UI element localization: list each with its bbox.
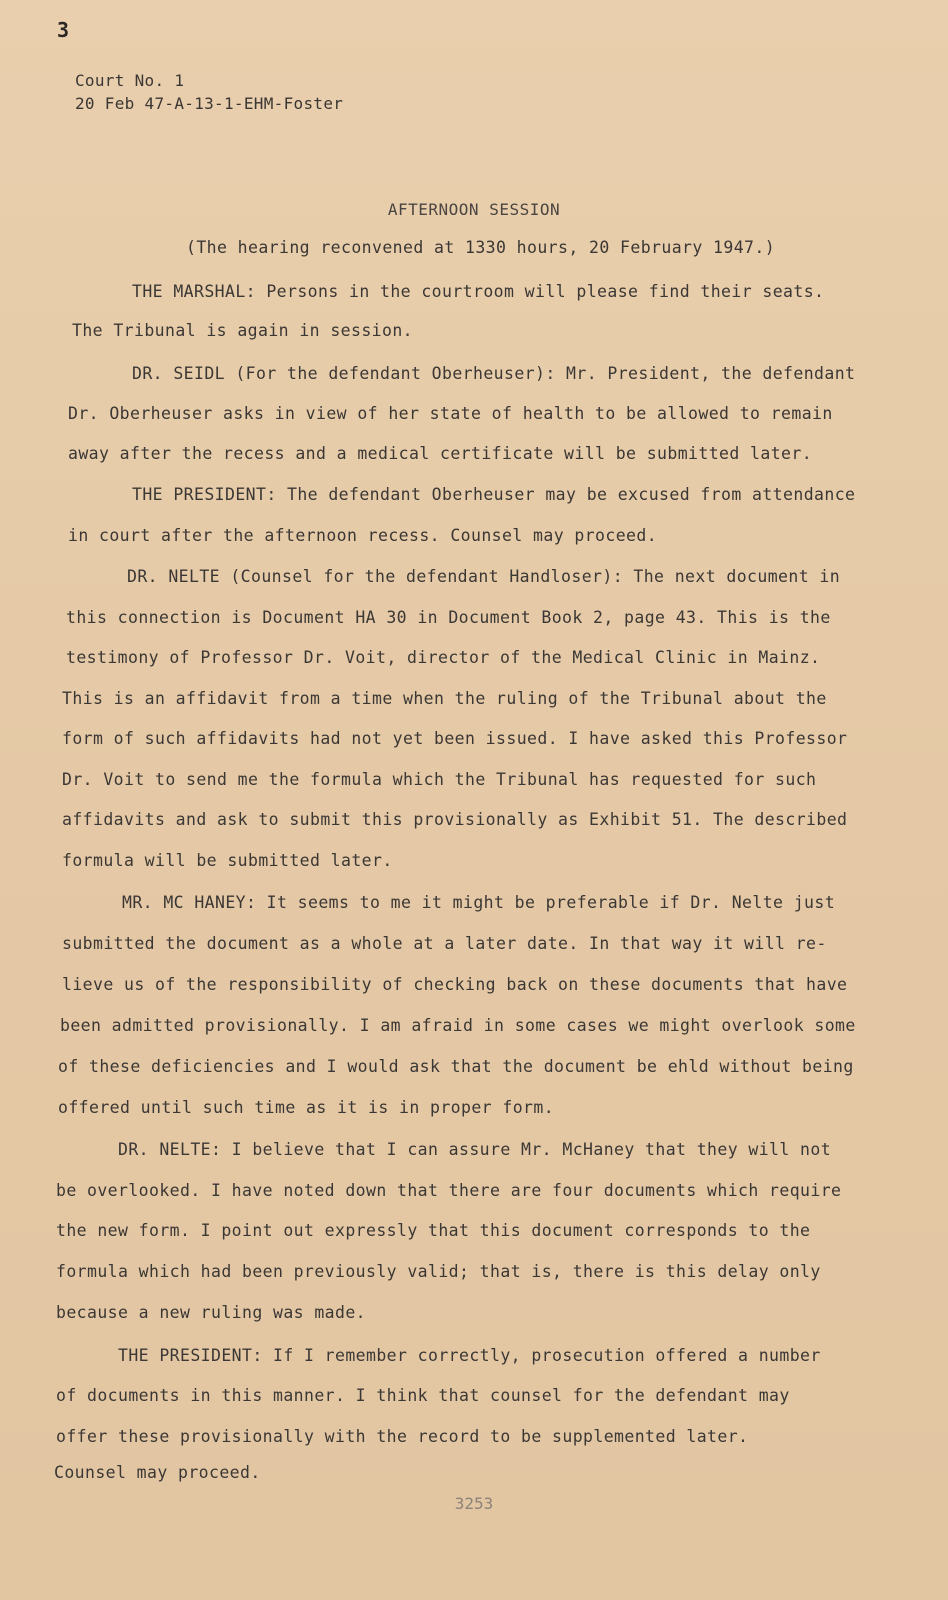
body-line: This is an affidavit from a time when the ruling of the Tribunal about the (62, 689, 827, 708)
body-line: Dr. Voit to send me the formula which the Tribunal has requested for such (62, 770, 817, 789)
body-line: The Tribunal is again in session. (72, 321, 414, 340)
body-line: MR. MC HANEY: It seems to me it might be preferable if Dr. Nelte just (122, 893, 836, 912)
page-number: 3253 (454, 1494, 494, 1513)
body-line: the new form. I point out expressly that this document corresponds to the (56, 1221, 811, 1240)
body-line: THE PRESIDENT: If I remember correctly, prosecution offered a number (118, 1346, 821, 1365)
body-line: form of such affidavits had not yet been issued. I have asked this Professor (62, 729, 848, 748)
body-line: formula will be submitted later. (62, 851, 393, 870)
body-line: away after the recess and a medical certificate will be submitted later. (68, 444, 813, 463)
body-line: lieve us of the responsibility of checking back on these documents that have (62, 975, 848, 994)
body-line: affidavits and ask to submit this provisionally as Exhibit 51. The described (62, 810, 848, 829)
session-title: AFTERNOON SESSION (387, 200, 561, 219)
body-line: formula which had been previously valid; that is, there is this delay only (56, 1262, 821, 1281)
body-line: THE MARSHAL: Persons in the courtroom will please find their seats. (132, 282, 825, 301)
body-line: offered until such time as it is in proper form. (58, 1098, 555, 1117)
body-line: Dr. Oberheuser asks in view of her state of health to be allowed to remain (68, 404, 833, 423)
body-line: submitted the document as a whole at a later date. In that way it will re- (62, 934, 827, 953)
body-line: testimony of Professor Dr. Voit, director of the Medical Clinic in Mainz. (66, 648, 821, 667)
body-line: DR. NELTE (Counsel for the defendant Handloser): The next document in (127, 567, 841, 586)
body-line: DR. NELTE: I believe that I can assure Mr. McHaney that they will not (118, 1140, 832, 1159)
body-line: of documents in this manner. I think that counsel for the defendant may (56, 1386, 790, 1405)
body-line: because a new ruling was made. (56, 1303, 367, 1322)
header-court: Court No. 1 (75, 71, 185, 90)
corner-mark: 3 (57, 18, 70, 42)
body-line: be overlooked. I have noted down that there are four documents which require (56, 1181, 842, 1200)
body-line: offer these provisionally with the record to be supplemented later. (56, 1427, 749, 1446)
body-line: DR. SEIDL (For the defendant Oberheuser): Mr. President, the defendant (132, 364, 856, 383)
body-line: this connection is Document HA 30 in Document Book 2, page 43. This is the (66, 608, 831, 627)
body-line: been admitted provisionally. I am afraid in some cases we might overlook some (60, 1016, 856, 1035)
body-line: THE PRESIDENT: The defendant Oberheuser may be excused from attendance (132, 485, 856, 504)
body-line: Counsel may proceed. (54, 1463, 261, 1482)
body-line: of these deficiencies and I would ask that the document be ehld without being (58, 1057, 854, 1076)
body-line: (The hearing reconvened at 1330 hours, 20 February 1947.) (186, 238, 776, 257)
header-reference: 20 Feb 47-A-13-1-EHM-Foster (75, 94, 344, 113)
body-line: in court after the afternoon recess. Counsel may proceed. (68, 526, 658, 545)
